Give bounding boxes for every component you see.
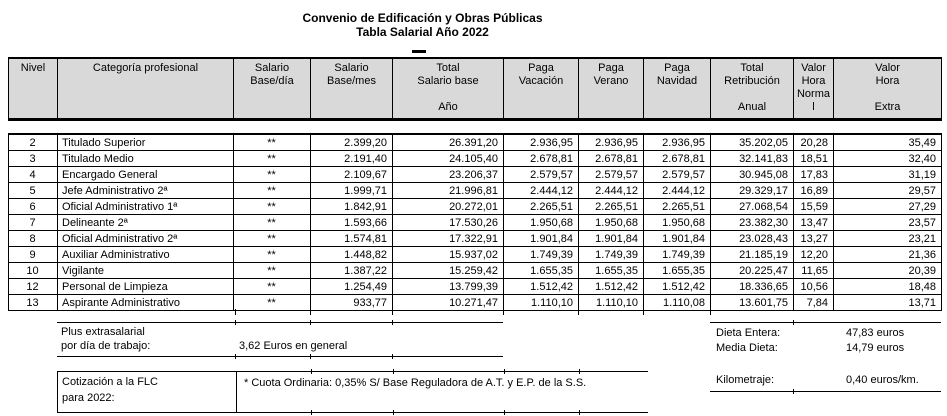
table-cell: 15.937,02 [393, 247, 504, 263]
table-cell: 9 [9, 247, 58, 263]
table-cell: 1.574,81 [311, 231, 393, 247]
table-cell: 7 [9, 215, 58, 231]
table-cell: ** [234, 199, 311, 215]
table-cell: 17.322,91 [393, 231, 504, 247]
grid-stub [310, 309, 311, 315]
table-cell: 18,48 [834, 279, 942, 295]
table-cell: ** [234, 215, 311, 231]
column-header-line: Paga [598, 62, 624, 74]
table-cell: 17.530,26 [393, 215, 504, 231]
table-cell: 8 [9, 231, 58, 247]
column-header-line: Año [438, 101, 458, 113]
column-header-8 [711, 58, 794, 120]
grid-tick [579, 410, 580, 415]
table-cell: ** [234, 231, 311, 247]
table-cell: 17,83 [794, 167, 834, 183]
dieta-entera-label: Dieta Entera: [716, 327, 781, 339]
table-cell: 2.444,12 [579, 183, 644, 199]
column-header-line: Norma [796, 88, 830, 100]
table-cell: 1.512,42 [644, 279, 711, 295]
column-header-line: Vacación [518, 75, 564, 87]
table-cell: 18.336,65 [711, 279, 794, 295]
table-cell: 1.387,22 [311, 263, 393, 279]
grid-tick [504, 410, 505, 415]
column-header-line: Retribución [724, 75, 780, 87]
table-cell: 2.579,57 [504, 167, 579, 183]
grid-stub [503, 309, 504, 315]
table-cell: Oficial Administrativo 1ª [58, 199, 234, 215]
table-row [9, 231, 942, 247]
table-cell: 2.399,20 [311, 134, 393, 151]
table-cell: Oficial Administrativo 2ª [58, 231, 234, 247]
column-header-line: Total [740, 62, 764, 74]
table-cell: ** [234, 247, 311, 263]
grid-tick [392, 354, 393, 359]
table-cell: 32.141,83 [711, 151, 794, 167]
column-header-line: l [812, 101, 815, 113]
column-header-1 [58, 58, 234, 120]
table-cell: 23,21 [834, 231, 942, 247]
plus-extrasalarial-label-line1: Plus extrasalarial [61, 326, 145, 338]
table-cell: 2.579,57 [644, 167, 711, 183]
table-row [9, 134, 942, 151]
table-cell: 20.225,47 [711, 263, 794, 279]
header-row [9, 58, 942, 120]
table-cell: 23.028,43 [711, 231, 794, 247]
table-cell: 23,57 [834, 215, 942, 231]
box-divider [236, 372, 237, 412]
table-cell: 1.901,84 [644, 231, 711, 247]
page-title [0, 11, 845, 39]
table-cell: 13,71 [834, 295, 942, 311]
column-header-line: Paga [528, 62, 554, 74]
grid-stub [578, 309, 579, 315]
plus-extrasalarial-label-line2: por día de trabajo: [61, 340, 151, 352]
table-cell: Titulado Medio [58, 151, 234, 167]
table-cell: ** [234, 167, 311, 183]
table-cell: 20,28 [794, 134, 834, 151]
table-cell: 3 [9, 151, 58, 167]
grid-tick [311, 410, 312, 415]
table-row [9, 183, 942, 199]
table-cell: 24.105,40 [393, 151, 504, 167]
grid-tick [393, 369, 394, 374]
table-cell: 13,47 [794, 215, 834, 231]
kilometraje-label: Kilometraje: [716, 374, 775, 386]
column-header-line: Base/día [250, 75, 294, 87]
salary-table-header [8, 57, 942, 121]
table-cell: 2.265,51 [504, 199, 579, 215]
table-cell: 20,39 [834, 263, 942, 279]
table-cell: 1.254,49 [311, 279, 393, 295]
column-header-line [712, 88, 792, 101]
grid-stub [392, 309, 393, 315]
column-header-6 [579, 58, 644, 120]
column-header-line: Paga [664, 62, 690, 74]
table-cell: 27,29 [834, 199, 942, 215]
column-header-line: Total [436, 62, 460, 74]
table-cell: 32,40 [834, 151, 942, 167]
column-header-line: Valor [875, 62, 900, 74]
grid-tick [579, 369, 580, 374]
stray-mark [412, 50, 426, 53]
table-cell: Vigilante [58, 263, 234, 279]
table-cell: 1.512,42 [579, 279, 644, 295]
column-header-line: Salario [334, 62, 369, 74]
table-cell: 2.678,81 [644, 151, 711, 167]
cotizacion-flc-box [57, 371, 648, 413]
table-row [9, 247, 942, 263]
table-cell: 1.901,84 [579, 231, 644, 247]
column-header-line [835, 88, 940, 101]
table-row [9, 263, 942, 279]
table-row [9, 215, 942, 231]
table-cell: ** [234, 295, 311, 311]
table-cell: 29.329,17 [711, 183, 794, 199]
table-cell: ** [234, 279, 311, 295]
table-cell: 11,65 [794, 263, 834, 279]
table-cell: Aspirante Administrativo [58, 295, 234, 311]
cotizacion-label-line2: para 2022: [62, 392, 115, 404]
table-cell: 1.999,71 [311, 183, 393, 199]
grid-stub [235, 309, 236, 315]
table-cell: 2.109,67 [311, 167, 393, 183]
grid-tick [793, 389, 794, 394]
column-header-line [394, 88, 502, 101]
table-cell: ** [234, 151, 311, 167]
cotizacion-value: * Cuota Ordinaria: 0,35% S/ Base Reguladora de A.T. y E.P. de la S.S. [244, 377, 587, 389]
table-cell: 1.110,10 [504, 295, 579, 311]
table-cell: 31,19 [834, 167, 942, 183]
column-header-5 [504, 58, 579, 120]
table-row [9, 199, 942, 215]
table-cell: 1.512,42 [504, 279, 579, 295]
table-cell: 1.901,84 [504, 231, 579, 247]
table-cell: 2.936,95 [579, 134, 644, 151]
table-cell: 18,51 [794, 151, 834, 167]
table-cell: 29,57 [834, 183, 942, 199]
table-cell: 933,77 [311, 295, 393, 311]
column-header-line: Extra [874, 101, 901, 113]
column-header-line: Nivel [20, 62, 46, 74]
table-cell: 2.678,81 [579, 151, 644, 167]
cotizacion-label-line1: Cotización a la FLC [62, 376, 158, 388]
table-cell: 21.996,81 [393, 183, 504, 199]
table-cell: 13,27 [794, 231, 834, 247]
table-cell: 21.185,19 [711, 247, 794, 263]
media-dieta-label: Media Dieta: [716, 342, 778, 354]
grid-tick [310, 354, 311, 359]
table-cell: Jefe Administrativo 2ª [58, 183, 234, 199]
grid-tick [793, 320, 794, 325]
table-cell: 16,89 [794, 183, 834, 199]
table-cell: 1.448,82 [311, 247, 393, 263]
table-cell: 7,84 [794, 295, 834, 311]
table-row [9, 295, 942, 311]
table-cell: Encargado General [58, 167, 234, 183]
column-header-line: Salario base [417, 75, 479, 87]
grid-tick [235, 320, 236, 325]
table-cell: 15.259,42 [393, 263, 504, 279]
column-header-line: Categoría profesional [92, 62, 199, 74]
plus-extrasalarial-value: 3,62 Euros en general [239, 340, 348, 352]
column-header-line: Hora [875, 75, 900, 87]
table-cell: 2.936,95 [644, 134, 711, 151]
column-header-2 [234, 58, 311, 120]
table-cell: 1.950,68 [504, 215, 579, 231]
table-cell: 2.444,12 [504, 183, 579, 199]
table-row [9, 151, 942, 167]
table-cell: 23.206,37 [393, 167, 504, 183]
grid-tick [310, 320, 311, 325]
plus-extrasalarial-box [57, 322, 503, 357]
table-cell: 30.945,08 [711, 167, 794, 183]
grid-tick [311, 369, 312, 374]
table-cell: Personal de Limpieza [58, 279, 234, 295]
table-cell: ** [234, 183, 311, 199]
salary-table-body [8, 133, 942, 311]
grid-tick [393, 410, 394, 415]
media-dieta-value: 14,79 euros [846, 342, 905, 354]
table-cell: 21,36 [834, 247, 942, 263]
table-cell: 23.382,30 [711, 215, 794, 231]
table-cell: 35,49 [834, 134, 942, 151]
table-cell: Delineante 2ª [58, 215, 234, 231]
table-cell: 12,20 [794, 247, 834, 263]
table-cell: 35.202,05 [711, 134, 794, 151]
table-cell: 2.579,57 [579, 167, 644, 183]
table-cell: ** [234, 263, 311, 279]
grid-tick [504, 369, 505, 374]
column-header-3 [311, 58, 393, 120]
table-cell: 1.655,35 [644, 263, 711, 279]
table-cell: 1.842,91 [311, 199, 393, 215]
table-cell: 1.593,66 [311, 215, 393, 231]
table-row [9, 167, 942, 183]
column-header-7 [644, 58, 711, 120]
table-cell: 15,59 [794, 199, 834, 215]
dieta-entera-value: 47,83 euros [846, 327, 905, 339]
table-cell: 2.936,95 [504, 134, 579, 151]
column-header-line: Salario [254, 62, 290, 74]
table-cell: 10,56 [794, 279, 834, 295]
table-cell: 1.749,39 [579, 247, 644, 263]
table-cell: 2.444,12 [644, 183, 711, 199]
column-header-4 [393, 58, 504, 120]
kilometraje-value: 0,40 euros/km. [846, 374, 919, 386]
table-cell: 2.265,51 [644, 199, 711, 215]
grid-tick [235, 354, 236, 359]
column-header-9 [794, 58, 834, 120]
table-cell: 1.749,39 [504, 247, 579, 263]
column-header-line: Valor [801, 62, 826, 74]
table-cell: 2.678,81 [504, 151, 579, 167]
table-cell: 1.655,35 [579, 263, 644, 279]
table-cell: 1.950,68 [579, 215, 644, 231]
table-cell: 10 [9, 263, 58, 279]
table-row [9, 279, 942, 295]
title-line-2: Tabla Salarial Año 2022 [356, 25, 489, 39]
dietas-box [710, 322, 941, 392]
table-cell: 6 [9, 199, 58, 215]
table-cell: 13.601,75 [711, 295, 794, 311]
table-cell: ** [234, 134, 311, 151]
column-header-line: Base/mes [327, 75, 376, 87]
table-cell: 1.749,39 [644, 247, 711, 263]
table-cell: 2.191,40 [311, 151, 393, 167]
table-cell: 1.110,10 [579, 295, 644, 311]
column-header-line: Anual [737, 101, 767, 113]
table-cell: 13 [9, 295, 58, 311]
table-cell: 4 [9, 167, 58, 183]
column-header-line: Hora [801, 75, 826, 87]
table-cell: 2 [9, 134, 58, 151]
table-cell: 26.391,20 [393, 134, 504, 151]
column-header-10 [834, 58, 942, 120]
grid-stub [643, 309, 644, 315]
table-cell: 1.110,08 [644, 295, 711, 311]
table-cell: 1.950,68 [644, 215, 711, 231]
grid-tick [392, 320, 393, 325]
table-cell: 27.068,54 [711, 199, 794, 215]
table-cell: 1.655,35 [504, 263, 579, 279]
table-cell: 10.271,47 [393, 295, 504, 311]
column-header-0 [9, 58, 58, 120]
table-cell: 5 [9, 183, 58, 199]
table-cell: 13.799,39 [393, 279, 504, 295]
column-header-line: Navidad [656, 75, 698, 87]
grid-stub [710, 309, 711, 315]
table-cell: 12 [9, 279, 58, 295]
table-cell: Auxiliar Administrativo [58, 247, 234, 263]
title-line-1: Convenio de Edificación y Obras Públicas [302, 11, 543, 25]
column-header-line: Verano [593, 75, 629, 87]
table-cell: 2.265,51 [579, 199, 644, 215]
table-cell: 20.272,01 [393, 199, 504, 215]
table-cell: Titulado Superior [58, 134, 234, 151]
